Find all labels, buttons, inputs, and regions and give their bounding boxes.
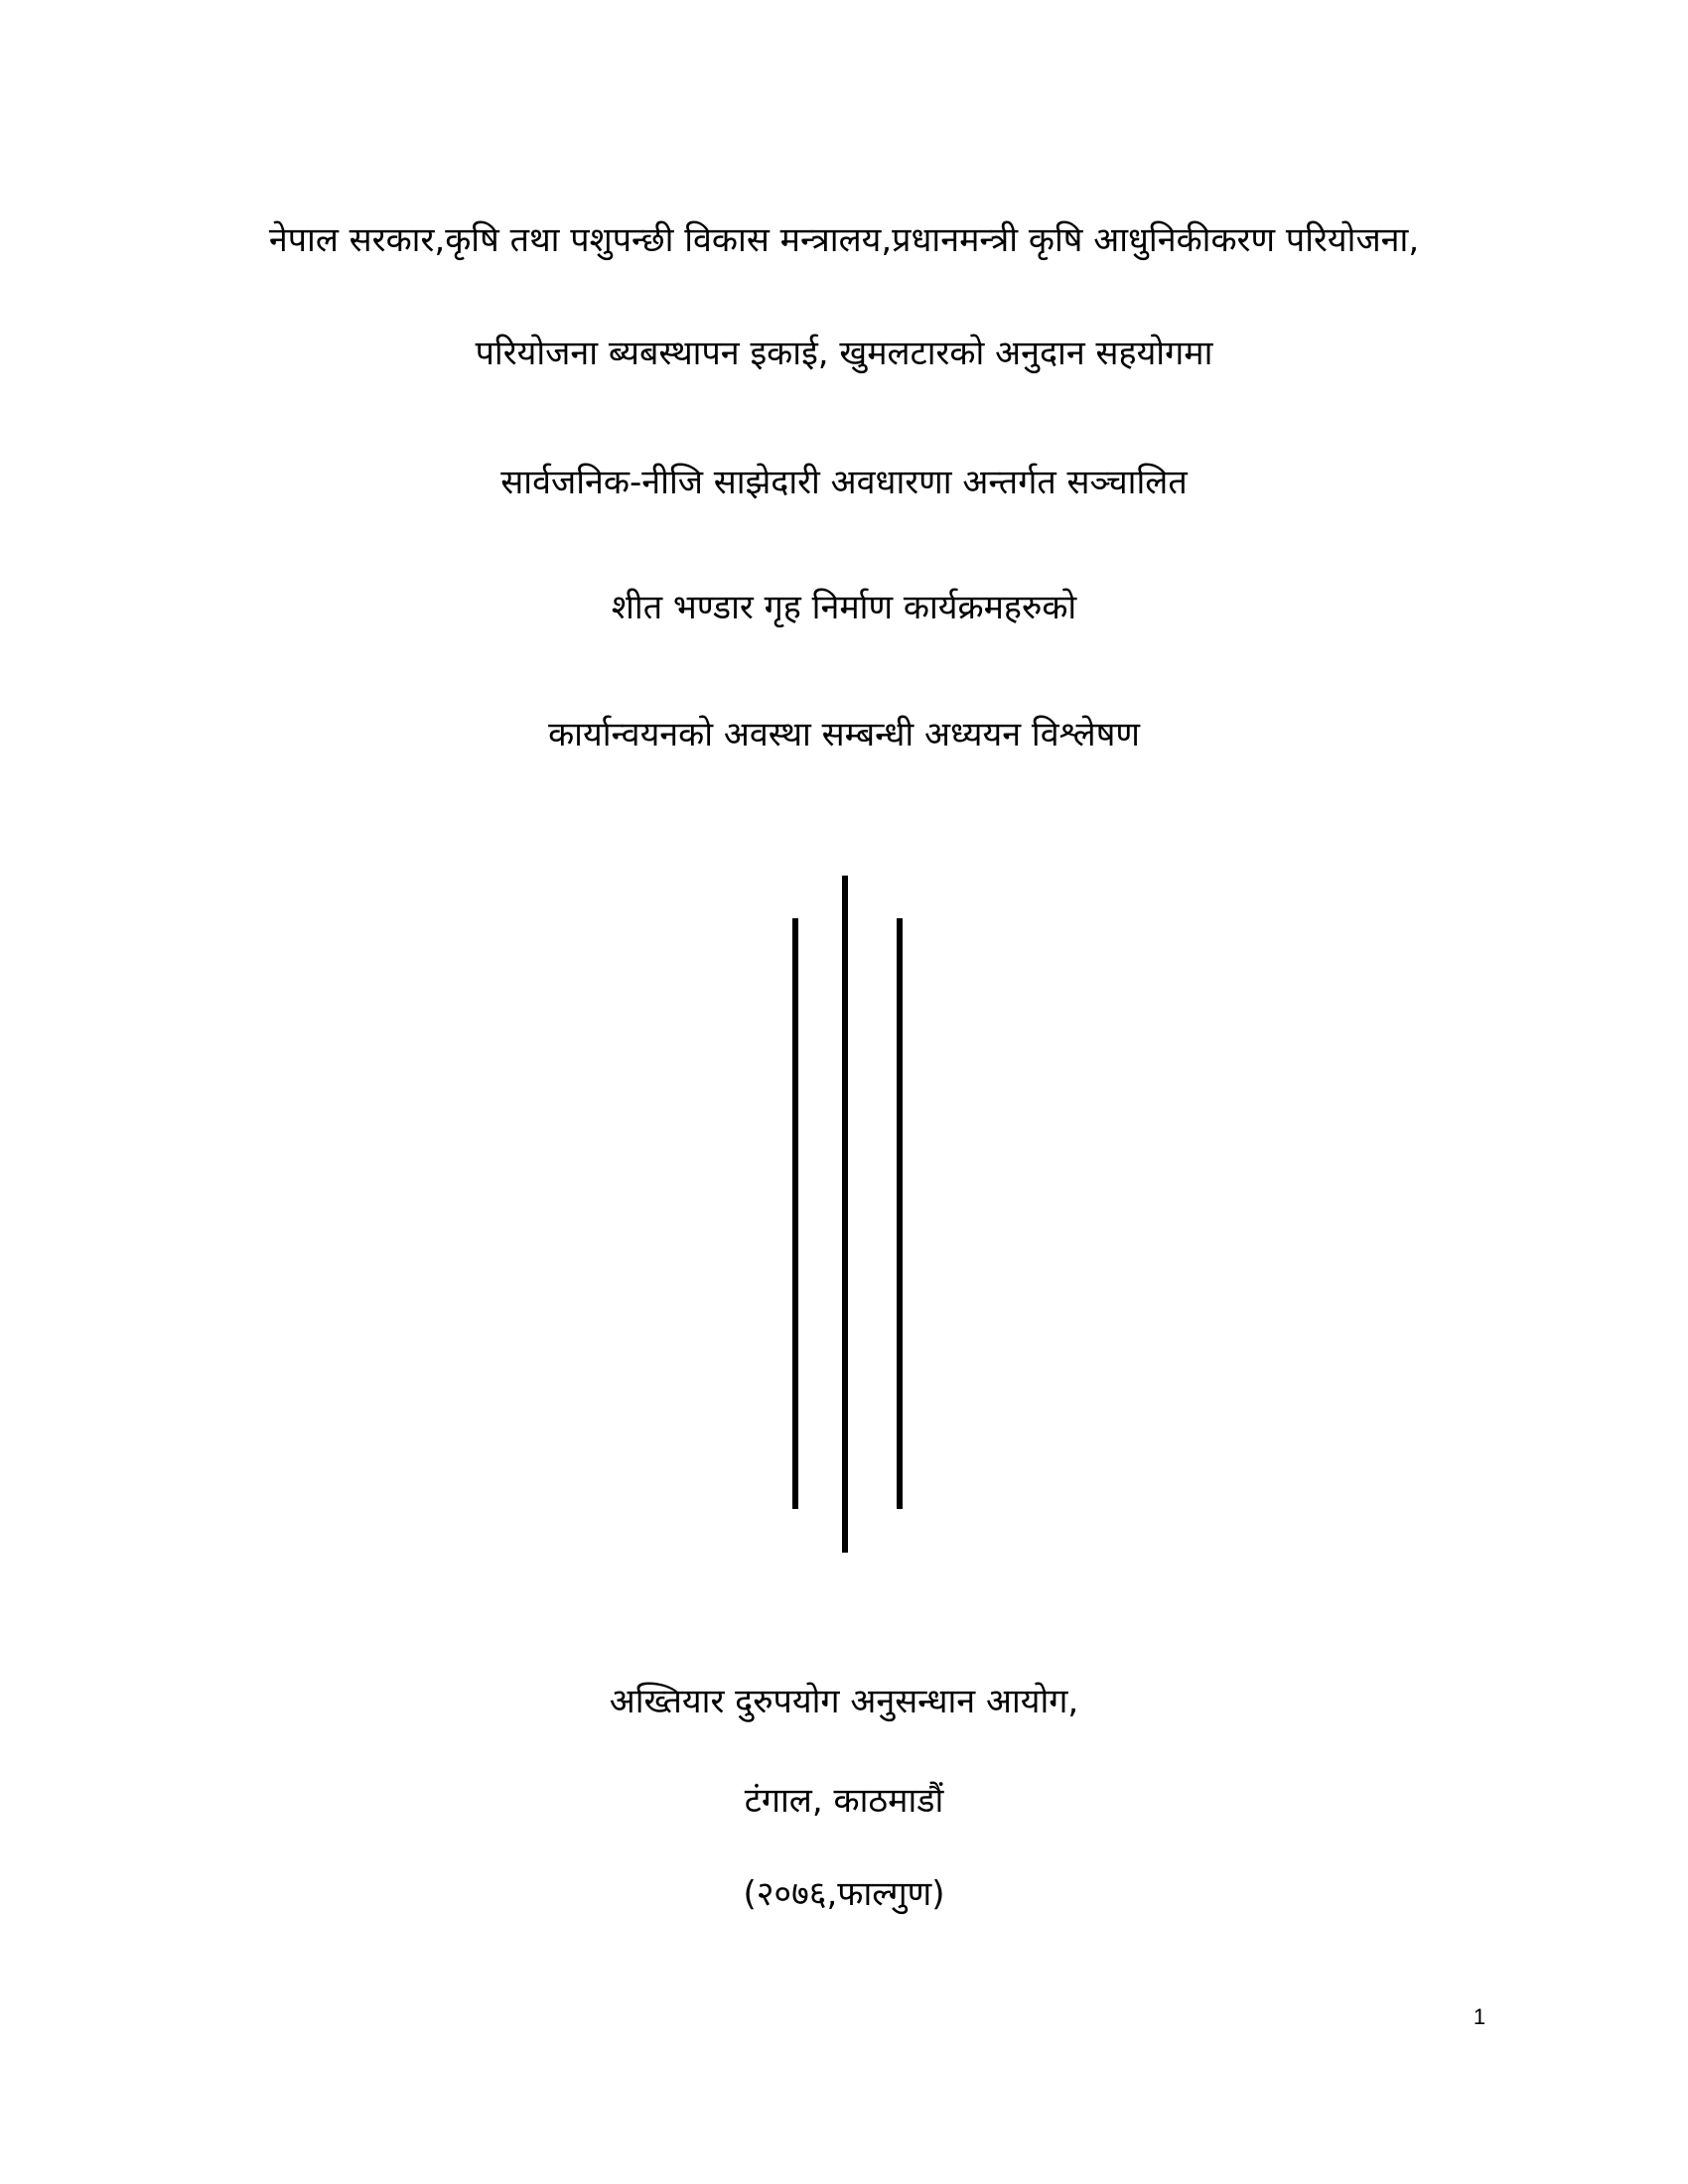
organization-location: टंगाल, काठमाडौं bbox=[744, 1781, 944, 1821]
title-line-1: नेपाल सरकार,कृषि तथा पशुपन्छी विकास मन्त्रालय,प्रधानमन्त्री कृषि आधुनिकीकरण परियोजना, bbox=[268, 220, 1420, 260]
organization-name: अख्तियार दुरुपयोग अनुसन्धान आयोग, bbox=[609, 1682, 1079, 1721]
title-line-3: सार्वजनिक-नीजि साझेदारी अवधारणा अन्तर्गत सञ्चालित bbox=[500, 463, 1188, 502]
vertical-line-center bbox=[842, 876, 848, 1553]
title-line-2: परियोजना ब्यबस्थापन इकाई, खुमलटारको अनुदान सहयोगमा bbox=[475, 334, 1213, 373]
vertical-line-right bbox=[897, 918, 903, 1509]
title-line-5: कार्यान्वयनको अवस्था सम्बन्धी अध्ययन विश्लेषण bbox=[548, 715, 1140, 754]
vertical-line-left bbox=[792, 918, 798, 1509]
title-line-4: शीत भण्डार गृह निर्माण कार्यक्रमहरुको bbox=[611, 588, 1077, 627]
publication-date: (२०७६,फाल्गुण) bbox=[743, 1874, 945, 1914]
page-number: 1 bbox=[1473, 2004, 1486, 2029]
